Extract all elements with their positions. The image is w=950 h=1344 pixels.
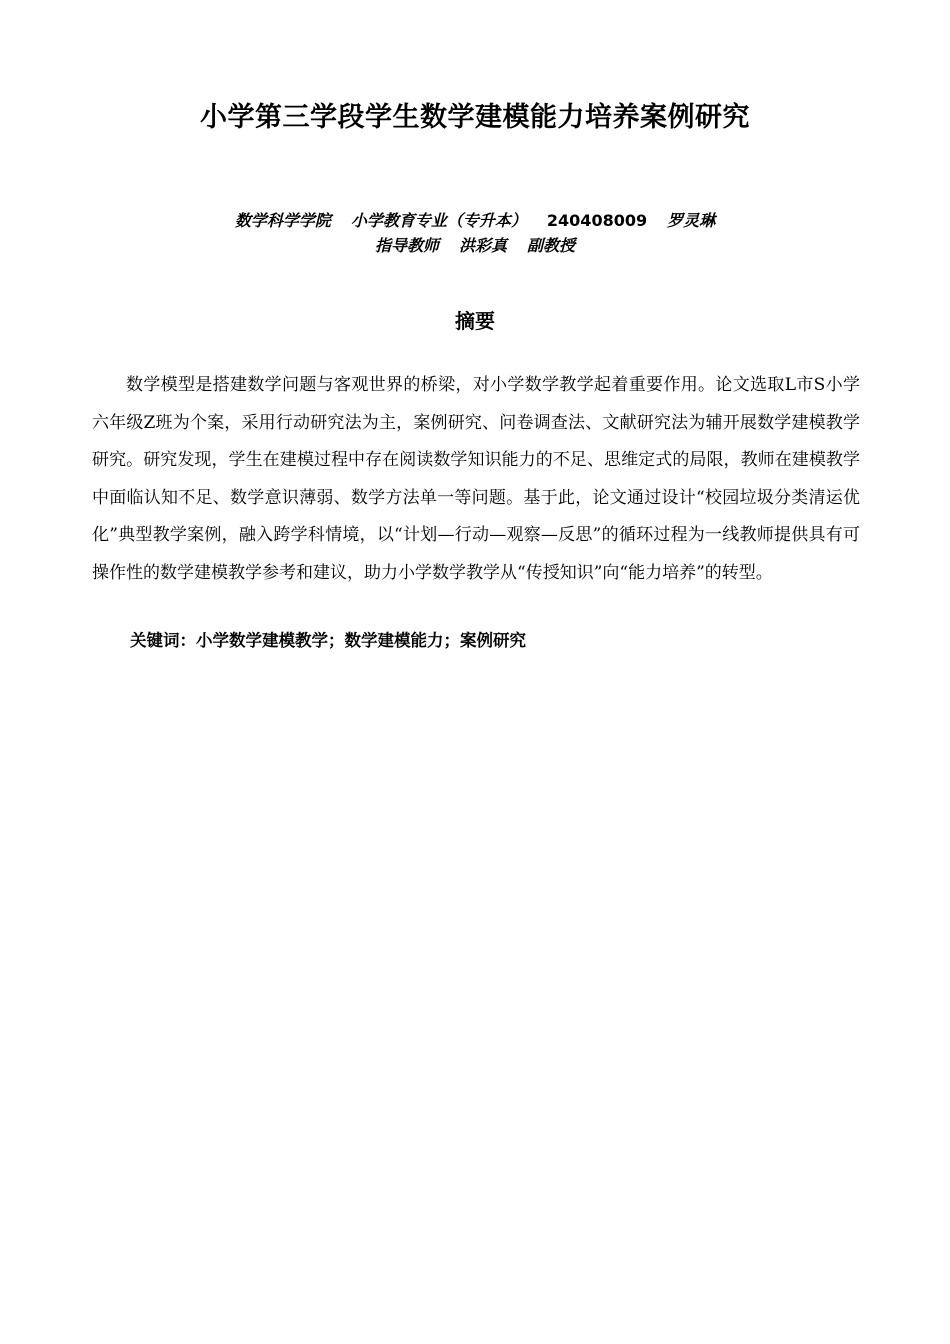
keywords-text: 小学数学建模教学；数学建模能力；案例研究 (196, 631, 526, 650)
student-name: 罗灵琳 (667, 211, 716, 230)
author-line-1 (0, 208, 950, 233)
keywords-label: 关键词： (130, 631, 196, 650)
author-info (0, 208, 950, 258)
major-name: 小学教育专业（专升本） (350, 211, 527, 230)
author-line-2 (0, 233, 950, 258)
keywords (130, 626, 860, 656)
student-id: 240408009 (546, 211, 648, 230)
paper-title: 小学第三学段学生数学建模能力培养案例研究 (200, 102, 750, 133)
advisor-name: 洪彩真 (458, 236, 507, 255)
college-name: 数学科学学院 (234, 211, 331, 230)
abstract-text: 数学模型是搭建数学问题与客观世界的桥梁，对小学数学教学起着重要作用。论文选取L市S小学六年级Z班为个案，采用行动研究法为主，案例研究、问卷调查法、文献研究法为辅开展数学建模教学研究。研究发现，学生在建模过程中存在阅读数学知识能力的不足、思维定式的局限，教师在建模教学中面临认知不足、数学意识薄弱、数学方法单一等问题。基于此，论文通过设计“校园垃圾分类清运优化”典型教学案例，融入跨学科情境，以“计划—行动—观察—反思”的循环过程为一线教师提供具有可操作性的数学建模教学参考和建议，助力小学数学教学从“传授知识”向“能力培养”的转型。 (92, 375, 860, 583)
advisor-label: 指导教师 (374, 236, 439, 255)
abstract-heading: 摘要 (455, 309, 495, 333)
advisor-title: 副教授 (527, 236, 576, 255)
